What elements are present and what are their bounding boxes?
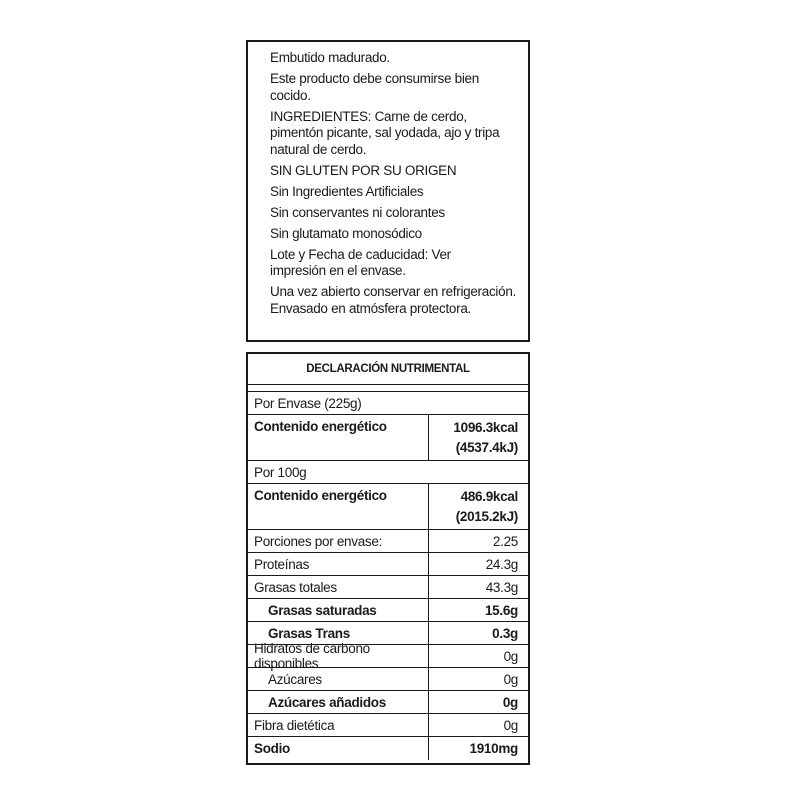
nutrient-row-sodium xyxy=(248,737,528,760)
spacer-row xyxy=(248,385,528,392)
info-line-storage: Una vez abierto conservar en refrigeración. xyxy=(270,284,516,299)
per-100g-energy-value xyxy=(428,484,528,529)
nutrient-label: Sodio xyxy=(254,741,290,756)
nutrient-row-sugars xyxy=(248,668,528,691)
nutrient-row-carbs xyxy=(248,641,528,671)
nutrient-row-servings xyxy=(248,530,528,553)
per-100g-energy-label: Contenido energético xyxy=(254,488,387,503)
nutrient-label: Azúcares añadidos xyxy=(268,694,386,710)
info-line-batch: Lote y Fecha de caducidad: Ver impresión en el envase. xyxy=(270,246,451,278)
nutrient-label: Grasas Trans xyxy=(268,625,350,641)
per-100g-energy-row xyxy=(248,484,528,530)
nutrition-table xyxy=(246,352,530,765)
nutrient-label: Grasas saturadas xyxy=(268,602,377,618)
per-100g-label: Por 100g xyxy=(254,464,307,480)
per-package-energy-value xyxy=(428,415,528,460)
info-line-glutamate: Sin glutamato monosódico xyxy=(270,225,422,241)
nutrient-value: 1910mg xyxy=(428,737,528,760)
nutrient-row-added-sugars xyxy=(248,691,528,714)
nutrition-title: DECLARACIÓN NUTRIMENTAL xyxy=(248,354,528,385)
per-package-energy-label: Contenido energético xyxy=(254,419,387,434)
nutrient-row-saturated-fat xyxy=(248,599,528,622)
nutrient-row-fiber xyxy=(248,714,528,737)
nutrient-value: 43.3g xyxy=(428,576,528,598)
nutrient-label: Porciones por envase: xyxy=(254,533,383,549)
per-package-energy-row xyxy=(248,415,528,461)
per-100g-kcal: 486.9kcal xyxy=(460,488,518,504)
nutrient-value: 24.3g xyxy=(428,553,528,575)
per-package-kcal: 1096.3kcal xyxy=(453,419,518,435)
info-line-type: Embutido madurado. xyxy=(270,50,390,65)
nutrient-row-total-fat xyxy=(248,576,528,599)
nutrient-value: 0g xyxy=(428,645,528,667)
info-line-artificial: Sin Ingredientes Artificiales xyxy=(270,183,424,199)
nutrient-label: Azúcares xyxy=(268,671,322,687)
nutrient-label: Grasas totales xyxy=(254,579,337,595)
nutrient-value: 15.6g xyxy=(428,599,528,621)
per-100g-row xyxy=(248,461,528,484)
nutrient-label: Proteínas xyxy=(254,556,310,572)
per-100g-kj: (2015.2kJ) xyxy=(455,508,518,524)
nutrient-value: 0g xyxy=(428,691,528,713)
nutrient-value: 0g xyxy=(428,714,528,736)
nutrient-value: 0.3g xyxy=(428,622,528,644)
per-package-row xyxy=(248,392,528,415)
nutrient-row-protein xyxy=(248,553,528,576)
nutrient-label: Hidratos de carbono disponibles xyxy=(254,641,370,671)
nutrient-label: Fibra dietética xyxy=(254,717,335,733)
per-package-kj: (4537.4kJ) xyxy=(455,439,518,455)
product-info-box xyxy=(246,40,530,342)
info-line-cooking: Este producto debe consumirse bien cocido. xyxy=(270,71,479,103)
info-line-packaging: Envasado en atmósfera protectora. xyxy=(270,300,471,316)
info-line-preservatives: Sin conservantes ni colorantes xyxy=(270,204,445,220)
nutrient-value: 2.25 xyxy=(428,530,528,552)
nutrient-value: 0g xyxy=(428,668,528,690)
info-line-gluten: SIN GLUTEN POR SU ORIGEN xyxy=(270,162,457,178)
info-line-ingredients: INGREDIENTES: Carne de cerdo, pimentón picante, sal yodada, ajo y tripa natural de cerdo. xyxy=(270,108,500,157)
per-package-label: Por Envase (225g) xyxy=(254,395,362,411)
